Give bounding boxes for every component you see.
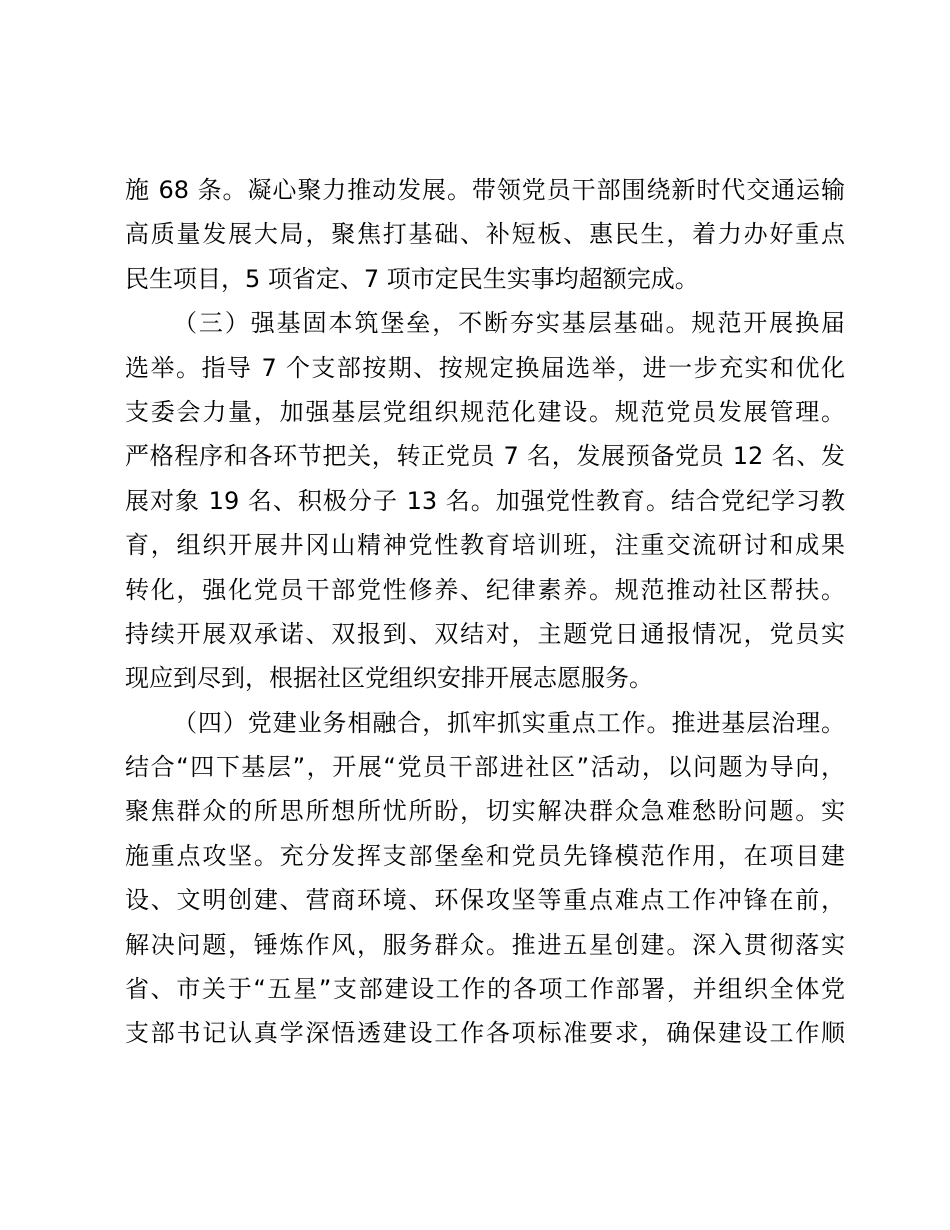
text-line: 育，组织开展井冈山精神党性教育培训班，注重交流研讨和成果	[125, 531, 845, 560]
text-line: 支委会力量，加强基层党组织规范化建设。规范党员发展管理。	[125, 397, 845, 426]
text-line: 设、文明创建、营商环境、环保攻坚等重点难点工作冲锋在前，	[125, 886, 845, 915]
text-line: 省、市关于“五星”支部建设工作的各项工作部署，并组织全体党	[125, 975, 845, 1004]
text-line: 现应到尽到，根据社区党组织安排开展志愿服务。	[125, 664, 653, 693]
text-line: 解决问题，锤炼作风，服务群众。推进五星创建。深入贯彻落实	[125, 930, 845, 959]
text-line: 展对象 19 名、积极分子 13 名。加强党性教育。结合党纪学习教	[125, 486, 845, 515]
section-heading-line: （三）强基固本筑堡垒，不断夯实基层基础。规范开展换届	[173, 309, 845, 338]
text-line: 聚焦群众的所思所想所忧所盼，切实解决群众急难愁盼问题。实	[125, 797, 845, 826]
text-line: 结合“四下基层”，开展“党员干部进社区”活动，以问题为导向，	[125, 753, 845, 782]
text-line: 转化，强化党员干部党性修养、纪律素养。规范推动社区帮扶。	[125, 575, 845, 604]
text-line: 施 68 条。凝心聚力推动发展。带领党员干部围绕新时代交通运输	[125, 176, 845, 204]
text-line: 支部书记认真学深悟透建设工作各项标准要求，确保建设工作顺	[125, 1019, 845, 1048]
text-line: 选举。指导 7 个支部按期、按规定换届选举，进一步充实和优化	[125, 353, 845, 382]
text-line: 高质量发展大局，聚焦打基础、补短板、惠民生，着力办好重点	[125, 220, 845, 249]
section-heading-line: （四）党建业务相融合，抓牢抓实重点工作。推进基层治理。	[173, 708, 845, 737]
text-line: 民生项目，5 项省定、7 项市定民生实事均超额完成。	[125, 264, 699, 293]
text-line: 持续开展双承诺、双报到、双结对，主题党日通报情况，党员实	[125, 619, 845, 648]
text-line: 严格程序和各环节把关，转正党员 7 名，发展预备党员 12 名、发	[125, 442, 845, 471]
body-text	[125, 168, 845, 1056]
text-line: 施重点攻坚。充分发挥支部堡垒和党员先锋模范作用，在项目建	[125, 841, 845, 870]
